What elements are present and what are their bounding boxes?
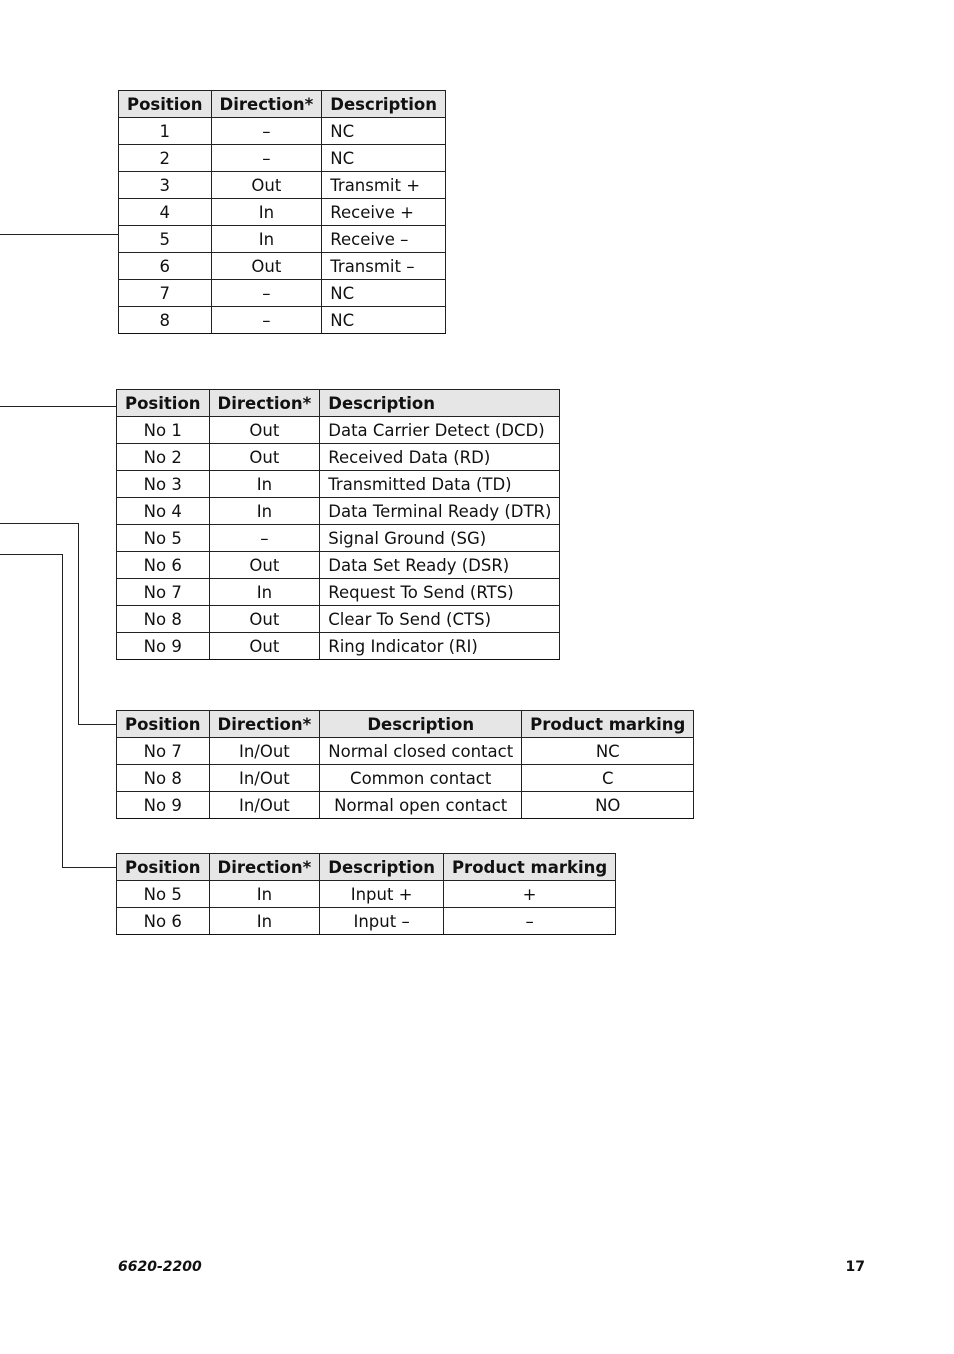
column-header: Position xyxy=(117,711,210,738)
cell-description: Data Terminal Ready (DTR) xyxy=(320,498,560,525)
relay-leader-line-h2 xyxy=(78,724,116,725)
cell-description: Ring Indicator (RI) xyxy=(320,633,560,660)
serial-pinout-table xyxy=(116,389,560,660)
cell-direction: Out xyxy=(209,417,320,444)
cell-direction: In xyxy=(211,226,322,253)
relay-leader-line-v xyxy=(78,523,79,725)
table-row xyxy=(119,226,446,253)
table-row xyxy=(117,525,560,552)
column-header: Description xyxy=(320,854,444,881)
column-header: Position xyxy=(117,854,210,881)
cell-description: Receive – xyxy=(322,226,446,253)
cell-position: No 7 xyxy=(117,579,210,606)
cell-direction: In xyxy=(209,908,320,935)
cell-description: NC xyxy=(322,118,446,145)
cell-description: Transmit + xyxy=(322,172,446,199)
input-pinout-table xyxy=(116,853,616,935)
cell-direction: In xyxy=(211,199,322,226)
cell-description: Input + xyxy=(320,881,444,908)
cell-description: Signal Ground (SG) xyxy=(320,525,560,552)
cell-description: Receive + xyxy=(322,199,446,226)
cell-position: 4 xyxy=(119,199,212,226)
cell-description: Transmit – xyxy=(322,253,446,280)
cell-direction: Out xyxy=(209,444,320,471)
column-header: Direction* xyxy=(209,390,320,417)
table-row xyxy=(117,792,694,819)
cell-position: No 6 xyxy=(117,552,210,579)
table-row xyxy=(117,606,560,633)
cell-description: Common contact xyxy=(320,765,522,792)
serial-leader-line xyxy=(0,406,116,407)
cell-position: No 9 xyxy=(117,792,210,819)
cell-description: Transmitted Data (TD) xyxy=(320,471,560,498)
column-header: Direction* xyxy=(209,854,320,881)
cell-position: No 9 xyxy=(117,633,210,660)
table-row xyxy=(117,765,694,792)
cell-position: No 8 xyxy=(117,765,210,792)
input-leader-line-h2 xyxy=(62,867,116,868)
cell-position: 2 xyxy=(119,145,212,172)
table-row xyxy=(119,199,446,226)
cell-position: No 3 xyxy=(117,471,210,498)
cell-direction: Out xyxy=(209,633,320,660)
cell-position: 6 xyxy=(119,253,212,280)
cell-description: Request To Send (RTS) xyxy=(320,579,560,606)
cell-position: No 1 xyxy=(117,417,210,444)
cell-position: No 8 xyxy=(117,606,210,633)
table-row xyxy=(119,118,446,145)
cell-position: No 5 xyxy=(117,525,210,552)
table-row xyxy=(117,738,694,765)
ethernet-pinout-table xyxy=(118,90,446,334)
cell-direction: In xyxy=(209,498,320,525)
table-row xyxy=(117,881,616,908)
cell-product-marking: C xyxy=(522,765,694,792)
cell-direction: – xyxy=(211,145,322,172)
table-row xyxy=(117,498,560,525)
cell-description: Data Set Ready (DSR) xyxy=(320,552,560,579)
column-header: Direction* xyxy=(211,91,322,118)
cell-description: NC xyxy=(322,280,446,307)
column-header: Position xyxy=(117,390,210,417)
relay-leader-line-h1 xyxy=(0,523,79,524)
cell-direction: – xyxy=(211,307,322,334)
table-header-row xyxy=(117,711,694,738)
column-header: Position xyxy=(119,91,212,118)
cell-direction: In xyxy=(209,471,320,498)
cell-position: No 5 xyxy=(117,881,210,908)
cell-description: Clear To Send (CTS) xyxy=(320,606,560,633)
cell-direction: Out xyxy=(209,552,320,579)
table-row xyxy=(117,579,560,606)
cell-description: NC xyxy=(322,145,446,172)
table-row xyxy=(117,471,560,498)
cell-position: No 2 xyxy=(117,444,210,471)
cell-description: Input – xyxy=(320,908,444,935)
ethernet-leader-line xyxy=(0,234,118,235)
table-row xyxy=(119,307,446,334)
table-row xyxy=(117,633,560,660)
table-header-row xyxy=(119,91,446,118)
cell-position: 3 xyxy=(119,172,212,199)
cell-direction: – xyxy=(211,118,322,145)
column-header: Product marking xyxy=(522,711,694,738)
cell-direction: In xyxy=(209,881,320,908)
cell-direction: In/Out xyxy=(209,792,320,819)
cell-position: 1 xyxy=(119,118,212,145)
document-number: 6620-2200 xyxy=(118,1259,202,1275)
cell-product-marking: – xyxy=(443,908,615,935)
cell-direction: In xyxy=(209,579,320,606)
table-header-row xyxy=(117,390,560,417)
column-header: Description xyxy=(320,390,560,417)
cell-product-marking: NC xyxy=(522,738,694,765)
table-header-row xyxy=(117,854,616,881)
table-row xyxy=(119,172,446,199)
table-row xyxy=(119,280,446,307)
cell-description: Data Carrier Detect (DCD) xyxy=(320,417,560,444)
cell-position: No 6 xyxy=(117,908,210,935)
column-header: Product marking xyxy=(443,854,615,881)
cell-description: Normal closed contact xyxy=(320,738,522,765)
cell-position: 5 xyxy=(119,226,212,253)
column-header: Direction* xyxy=(209,711,320,738)
page-number: 17 xyxy=(845,1259,865,1275)
table-row xyxy=(117,552,560,579)
column-header: Description xyxy=(322,91,446,118)
input-leader-line-v xyxy=(62,554,63,868)
cell-direction: Out xyxy=(209,606,320,633)
table-row xyxy=(117,444,560,471)
cell-direction: In/Out xyxy=(209,738,320,765)
cell-description: Received Data (RD) xyxy=(320,444,560,471)
cell-position: 8 xyxy=(119,307,212,334)
table-row xyxy=(119,253,446,280)
cell-product-marking: + xyxy=(443,881,615,908)
cell-direction: – xyxy=(211,280,322,307)
cell-description: Normal open contact xyxy=(320,792,522,819)
cell-direction: In/Out xyxy=(209,765,320,792)
cell-product-marking: NO xyxy=(522,792,694,819)
column-header: Description xyxy=(320,711,522,738)
table-row xyxy=(117,908,616,935)
cell-direction: Out xyxy=(211,172,322,199)
cell-direction: Out xyxy=(211,253,322,280)
table-row xyxy=(119,145,446,172)
cell-description: NC xyxy=(322,307,446,334)
cell-direction: – xyxy=(209,525,320,552)
cell-position: No 7 xyxy=(117,738,210,765)
cell-position: No 4 xyxy=(117,498,210,525)
input-leader-line-h1 xyxy=(0,554,63,555)
table-row xyxy=(117,417,560,444)
relay-pinout-table xyxy=(116,710,694,819)
cell-position: 7 xyxy=(119,280,212,307)
